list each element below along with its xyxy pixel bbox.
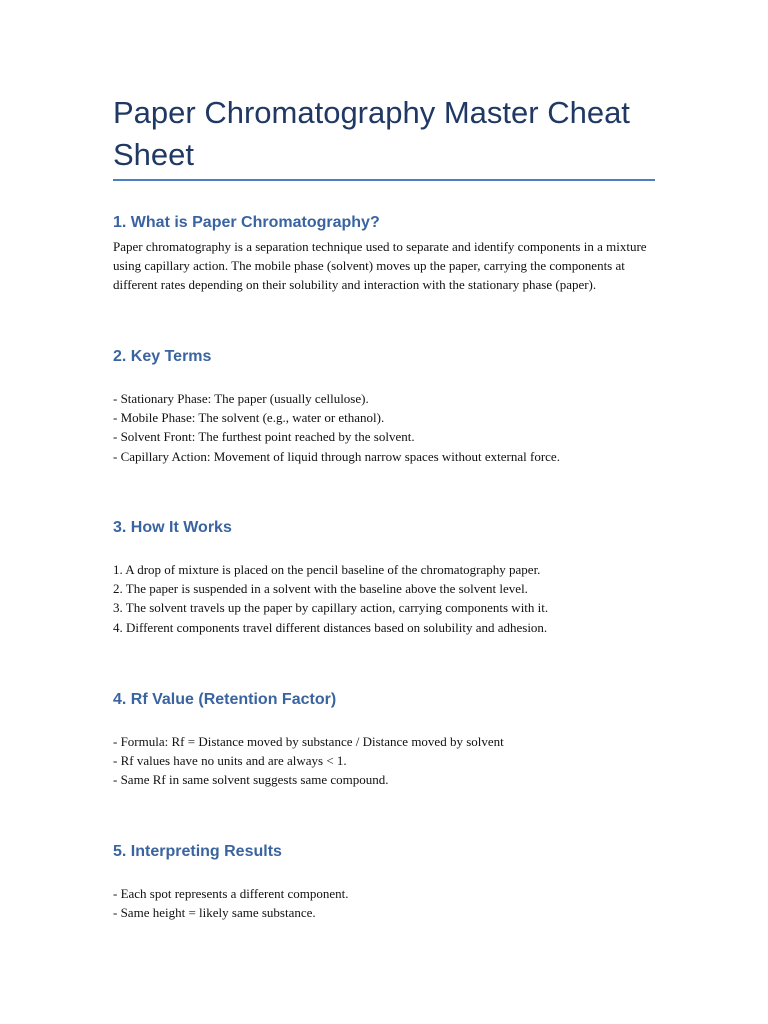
title-underline [113,179,655,181]
section-heading-rf-value: 4. Rf Value (Retention Factor) [113,691,337,708]
list-item: 2. The paper is suspended in a solvent with the baseline above the solvent level. [113,581,528,597]
list-item: - Solvent Front: The furthest point reached by the solvent. [113,429,415,445]
section-heading-interpreting-results: 5. Interpreting Results [113,843,282,860]
list-item: 3. The solvent travels up the paper by capillary action, carrying components with it. [113,600,549,616]
list-item: - Rf values have no units and are always < 1. [113,753,347,769]
list-item: - Capillary Action: Movement of liquid through narrow spaces without external force. [113,448,560,464]
list-item: - Formula: Rf = Distance moved by substance / Distance moved by solvent [113,734,504,749]
how-it-works-list [113,560,655,637]
interpreting-results-list [113,884,655,922]
section-heading-key-terms: 2. Key Terms [113,348,212,365]
section-heading-how-it-works: 3. How It Works [113,519,232,536]
section-heading-what-is: 1. What is Paper Chromatography? [113,214,380,231]
list-item: - Same height = likely same substance. [113,905,316,921]
list-item: - Stationary Phase: The paper (usually cellulose). [113,391,369,406]
section-paragraph-what-is: Paper chromatography is a separation technique used to separate and identify components in a mixture using capillary action. The mobile phase (solvent) moves up the paper, carrying the components at different rates depending on their solubility and interaction with the stationary phase (paper). [113,239,647,293]
key-terms-list [113,389,655,466]
list-item: - Each spot represents a different component. [113,886,349,901]
list-item: - Same Rf in same solvent suggests same compound. [113,772,389,788]
list-item: - Mobile Phase: The solvent (e.g., water or ethanol). [113,410,385,426]
rf-value-list [113,732,655,790]
list-item: 1. A drop of mixture is placed on the pencil baseline of the chromatography paper. [113,562,541,577]
document-title: Paper Chromatography Master Cheat Sheet [113,95,630,172]
list-item: 4. Different components travel different distances based on solubility and adhesion. [113,619,548,635]
